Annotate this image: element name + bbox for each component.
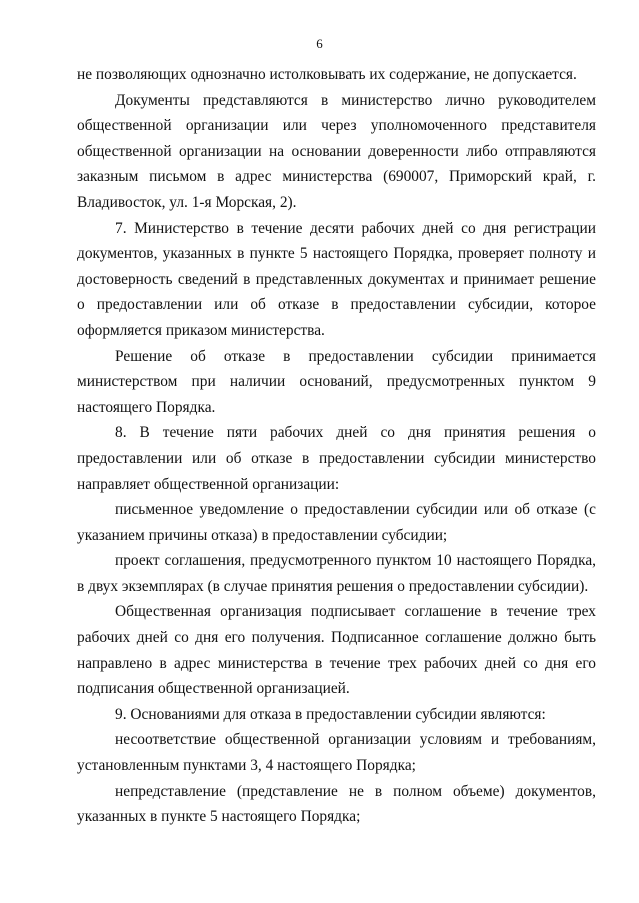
paragraph: проект соглашения, предусмотренного пунктом 10 настоящего Порядка, в двух экземплярах (в случае принятия решения о предоставлении субсидии). (77, 552, 596, 595)
document-body (77, 62, 596, 830)
paragraph: 8. В течение пяти рабочих дней со дня принятия решения о предоставлении или об отказе в предоставлении субсидии министерство направляет общественной организации: (77, 424, 596, 493)
page-number: 6 (316, 36, 323, 51)
paragraph: непредставление (представление не в полном объеме) документов, указанных в пункте 5 настоящего Порядка; (77, 782, 596, 826)
paragraph: Документы представляются в министерство лично руководителем общественной организации или через уполномоченного представителя общественной организации на основании доверенности либо отправляются заказным письмом в адрес министерства (690007, Приморский край, г. Владивосток, ул. 1-я Морская, 2). (77, 91, 596, 211)
paragraph: не позволяющих однозначно истолковывать их содержание, не допускается. (77, 66, 577, 83)
paragraph: Решение об отказе в предоставлении субсидии принимается министерством при наличии оснований, предусмотренных пунктом 9 настоящего Порядка. (77, 347, 596, 416)
paragraph: 9. Основаниями для отказа в предоставлении субсидии являются: (115, 705, 546, 723)
paragraph: Общественная организация подписывает соглашение в течение трех рабочих дней со дня его получения. Подписанное соглашение должно быть направлено в адрес министерства в течение трех рабочих дней со дня его подписания общественной организацией. (77, 603, 596, 698)
paragraph: письменное уведомление о предоставлении субсидии или об отказе (с указанием причины отказа) в предоставлении субсидии; (77, 501, 596, 544)
paragraph: несоответствие общественной организации условиям и требованиям, установленным пунктами 3, 4 настоящего Порядка; (77, 731, 596, 775)
paragraph: 7. Министерство в течение десяти рабочих дней со дня регистрации документов, указанных в пункте 5 настоящего Порядка, проверяет полноту и достоверность сведений в представленных документах и принимает решение о предоставлении или об отказе в предоставлении субсидии, которое оформляется приказом министерства. (77, 219, 596, 339)
